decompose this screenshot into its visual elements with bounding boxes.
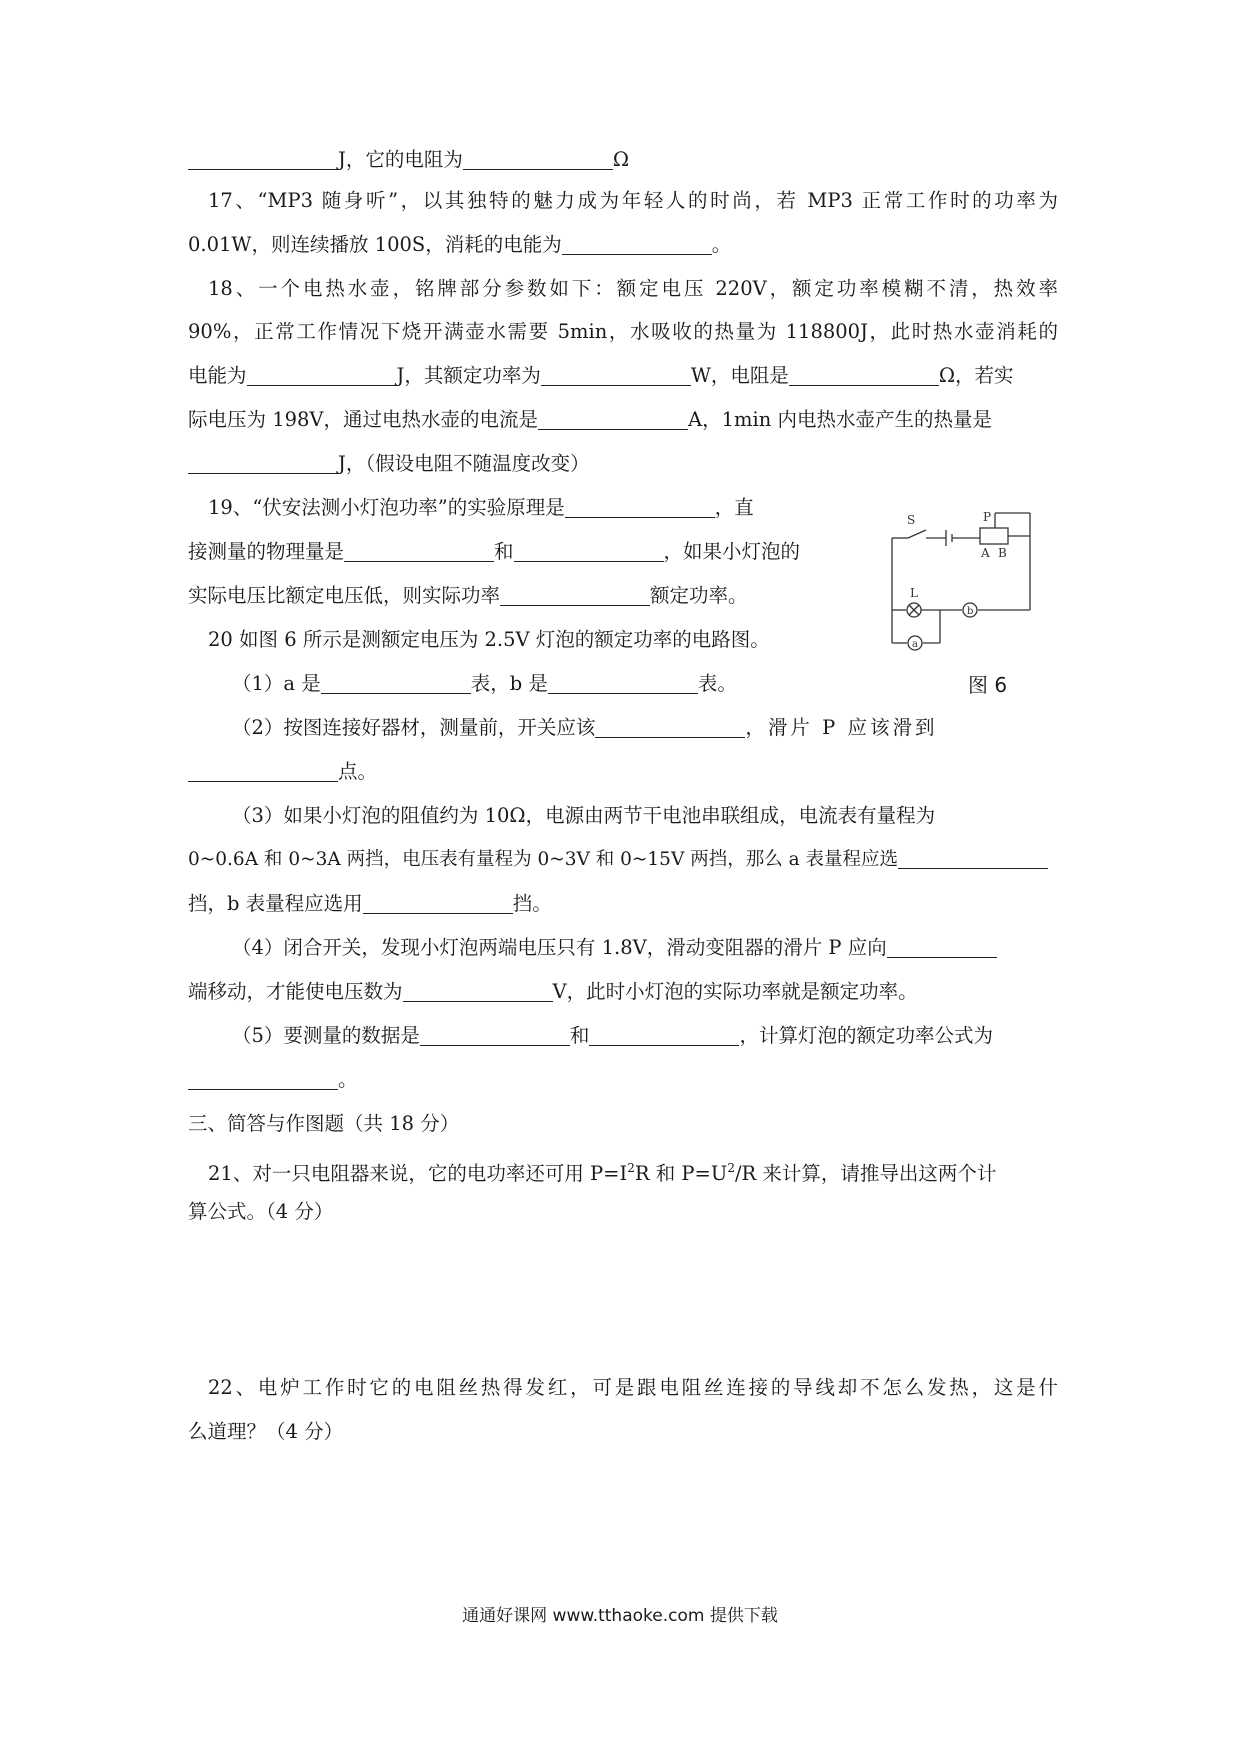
q18-line-5: J，（假设电阻不随温度改变） xyxy=(188,450,1058,478)
q19-line-3: 实际电压比额定电压低，则实际功率 额定功率。 xyxy=(188,584,748,607)
answer-blank[interactable] xyxy=(363,893,513,914)
svg-text:L: L xyxy=(910,586,918,600)
answer-blank[interactable] xyxy=(188,1069,338,1090)
q18-line-1: 18、一个电热水壶，铭牌部分参数如下：额定电压 220V，额定功率模糊不清，热效率 xyxy=(208,277,1058,300)
q20-line: 20 如图 6 所示是测额定电压为 2.5V 灯泡的额定功率的电路图。 xyxy=(208,628,770,651)
q21-line-1: 21、对一只电阻器来说，它的电功率还可用 $P=I^2R$ 和 $P=U^2/R$ 来计算，请推导出这两个计 xyxy=(208,1161,997,1185)
q20-3-line-2: 0~0.6A 和 0~3A 两挡，电压表有量程为 0~3V 和 0~15V 两挡，那么 a 表量程应选 xyxy=(188,846,1058,874)
q20-1-line: （1）a 是 表，b 是 表。 xyxy=(232,672,737,695)
answer-blank[interactable] xyxy=(420,1025,570,1046)
q20-2-line-1: （2）按图连接好器材，测量前，开关应该 ，滑片 P 应该滑到 xyxy=(232,716,938,739)
q19-line-2: 接测量的物理量是 和 ，如果小灯泡的 xyxy=(188,540,801,563)
q19-line-1: 19、“伏安法测小灯泡功率”的实验原理是 ，直 xyxy=(208,496,754,519)
figure-caption: 图 6 xyxy=(968,673,1008,697)
answer-blank[interactable] xyxy=(595,717,745,738)
answer-blank[interactable] xyxy=(247,365,397,386)
svg-text:A: A xyxy=(981,546,990,560)
q20-4-line-1: （4）闭合开关，发现小灯泡两端电压只有 1.8V，滑动变阻器的滑片 P 应向 xyxy=(232,934,1102,962)
answer-blank[interactable] xyxy=(887,937,997,958)
q20-3-line-1: （3）如果小灯泡的阻值约为 10Ω，电源由两节干电池串联组成，电流表有量程为 xyxy=(232,804,936,827)
answer-blank[interactable] xyxy=(538,409,688,430)
q18-line-4: 际电压为 198V，通过电热水壶的电流是 A，1min 内电热水壶产生的热量是 xyxy=(188,408,992,431)
svg-text:P: P xyxy=(983,510,992,524)
answer-blank[interactable] xyxy=(514,541,664,562)
answer-blank[interactable] xyxy=(898,848,1048,869)
svg-text:b: b xyxy=(967,606,974,617)
q22-line-2: 么道理？（4 分） xyxy=(188,1420,344,1443)
q18-line-2: 90%，正常工作情况下烧开满壶水需要 5min，水吸收的热量为 118800J，此时热水壶消耗的 xyxy=(188,320,1058,343)
answer-blank[interactable] xyxy=(188,149,338,170)
answer-blank[interactable] xyxy=(500,585,650,606)
q20-5-line-1: （5）要测量的数据是 和 ，计算灯泡的额定功率公式为 xyxy=(232,1024,993,1047)
svg-text:S: S xyxy=(907,513,916,527)
answer-blank[interactable] xyxy=(565,497,715,518)
answer-blank[interactable] xyxy=(562,234,712,255)
answer-blank[interactable] xyxy=(188,453,338,474)
q20-2-line-2: 点。 xyxy=(188,758,1058,786)
q16-tail-line: J，它的电阻为 Ω xyxy=(188,146,1058,174)
answer-blank[interactable] xyxy=(321,673,471,694)
answer-blank[interactable] xyxy=(789,365,939,386)
q20-3-line-3: 挡，b 表量程应选用 挡。 xyxy=(188,892,552,915)
answer-blank[interactable] xyxy=(548,673,698,694)
svg-text:a: a xyxy=(912,639,918,650)
svg-text:B: B xyxy=(998,546,1007,560)
section-3-heading: 三、简答与作图题（共 18 分） xyxy=(188,1112,460,1135)
footer-credit: 通通好课网 www.tthaoke.com 提供下载 xyxy=(462,1606,778,1626)
q20-5-line-2: 。 xyxy=(188,1066,1058,1094)
answer-blank[interactable] xyxy=(403,981,553,1002)
q17-line-2: 0.01W，则连续播放 100S，消耗的电能为 。 xyxy=(188,233,732,256)
answer-blank[interactable] xyxy=(589,1025,739,1046)
q17-line-1: 17、“MP3 随身听”，以其独特的魅力成为年轻人的时尚，若 MP3 正常工作时的功率为 xyxy=(208,189,1058,212)
q21-line-2: 算公式。（4 分） xyxy=(188,1200,334,1223)
rheostat xyxy=(980,528,1008,544)
switch-s xyxy=(908,530,926,538)
answer-blank[interactable] xyxy=(344,541,494,562)
answer-blank[interactable] xyxy=(188,761,338,782)
q22-line-1: 22、电炉工作时它的电阻丝热得发红，可是跟电阻丝连接的导线却不怎么发热，这是什 xyxy=(208,1376,1058,1399)
q20-4-line-2: 端移动，才能使电压数为 V，此时小灯泡的实际功率就是额定功率。 xyxy=(188,980,918,1003)
q18-line-3: 电能为 J，其额定功率为 W，电阻是 Ω，若实 xyxy=(188,364,1014,387)
answer-blank[interactable] xyxy=(463,149,613,170)
answer-blank[interactable] xyxy=(541,365,691,386)
